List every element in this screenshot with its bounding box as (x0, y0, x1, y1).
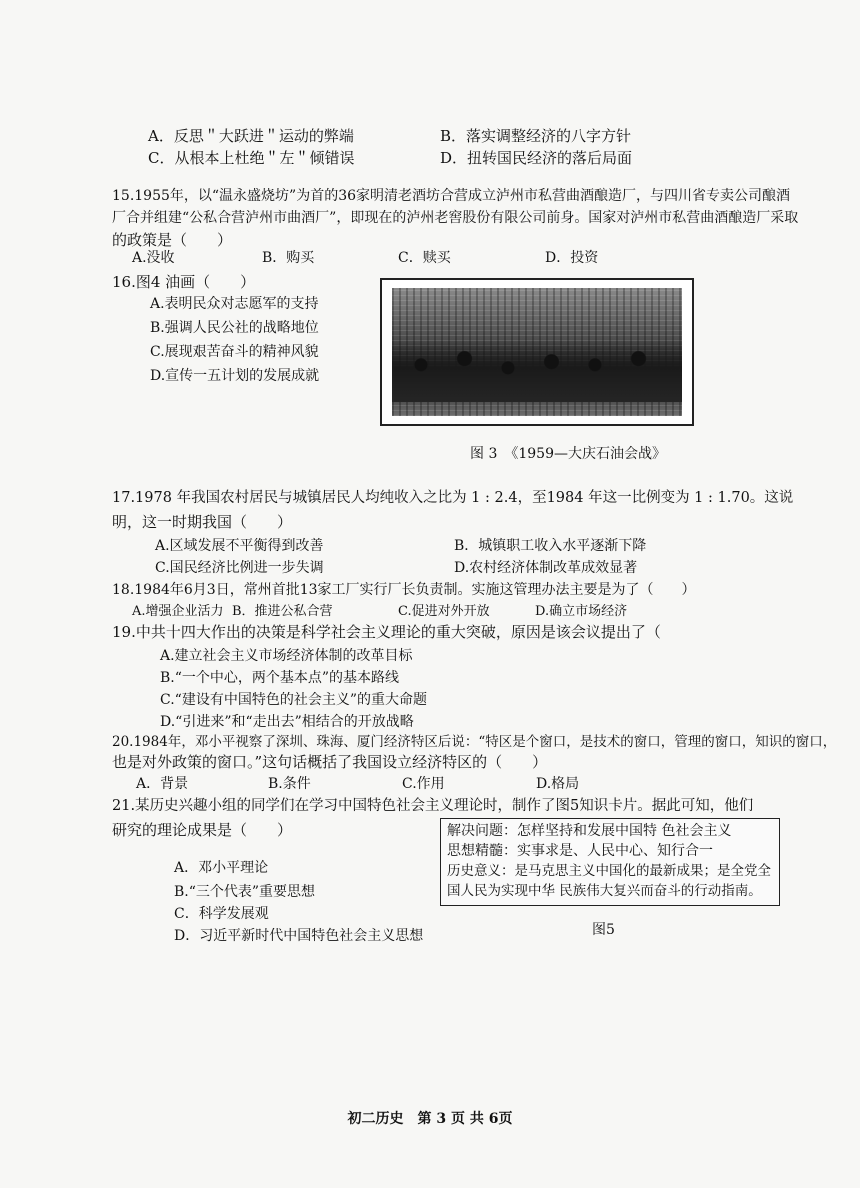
q20-option-a: A．背景 (136, 776, 189, 792)
q16-option-a: A.表明民众对志愿军的支持 (150, 296, 319, 312)
page-footer: 初二历史 第 3 页 共 6页 (347, 1111, 513, 1127)
q16-option-c: C.展现艰苦奋斗的精神风貌 (150, 344, 319, 360)
q21-option-c: C．科学发展观 (174, 906, 269, 922)
q16-option-d: D.宣传一五计划的发展成就 (150, 368, 320, 384)
q15-option-d: D．投资 (545, 250, 599, 266)
q15-stem-line1: 15.1955年，以“温永盛烧坊”为首的36家明清老酒坊合营成立泸州市私营曲酒酿造厂，与四川省专卖公司酿酒 (112, 188, 791, 204)
q18-option-a: A.增强企业活力 (132, 604, 224, 619)
q17-stem-line2: 明，这一时期我国（ ） (112, 513, 293, 531)
q20-stem-line1: 20.1984年，邓小平视察了深圳、珠海、厦门经济特区后说：“特区是个窗口，是技术的窗口，管理的窗口，知识的窗口， (112, 734, 837, 750)
q14-option-d: D．扭转国民经济的落后局面 (440, 149, 633, 167)
q20-stem-line2: 也是对外政策的窗口。”这句话概括了我国设立经济特区的（ ） (112, 753, 548, 771)
q17-option-a: A.区域发展不平衡得到改善 (155, 538, 324, 554)
knowledge-card (440, 818, 780, 906)
q18-stem: 18.1984年6月3日，常州首批13家工厂实行厂长负责制。实施这管理办法主要是为了（ ） (112, 582, 696, 598)
q21-option-b: B.“三个代表”重要思想 (174, 884, 316, 900)
q15-option-b: B．购买 (262, 250, 315, 266)
card-line-essence: 思想精髓：实事求是、人民中心、知行合一 (447, 843, 713, 859)
q21-stem-line1: 21.某历史兴趣小组的同学们在学习中国特色社会主义理论时，制作了图5知识卡片。据此可知，他们 (112, 798, 754, 814)
q15-stem-line3: 的政策是（ ） (112, 231, 233, 249)
q20-option-d: D.格局 (536, 776, 580, 792)
card-line-problem: 解决问题：怎样坚持和发展中国特 色社会主义 (447, 823, 732, 839)
q21-option-d: D．习近平新时代中国特色社会主义思想 (174, 928, 424, 944)
q19-stem: 19.中共十四大作出的决策是科学社会主义理论的重大突破，原因是该会议提出了（ (112, 623, 661, 641)
q19-option-c: C.“建设有中国特色的社会主义”的重大命题 (160, 692, 427, 708)
q21-option-a: A．邓小平理论 (174, 860, 269, 876)
card-line-significance-cont: 国人民为实现中华 民族伟大复兴而奋斗的行动指南。 (447, 883, 762, 899)
q15-stem-line2: 厂合并组建“公私合营泸州市曲酒厂”，即现在的泸州老窖股份有限公司前身。国家对泸州市私营曲酒酿造厂采取 (112, 210, 799, 226)
oil-painting-figure (380, 278, 694, 426)
q15-option-a: A.没收 (132, 250, 175, 266)
q16-stem: 16.图4 油画（ ） (112, 273, 256, 291)
q14-option-c: C．从根本上杜绝＂左＂倾错误 (148, 149, 355, 167)
q16-option-b: B.强调人民公社的战略地位 (150, 320, 319, 336)
figure3-caption: 图 3 《1959—大庆石油会战》 (470, 446, 666, 462)
q14-option-a: A．反思＂大跃进＂运动的弊端 (148, 127, 354, 145)
q20-option-b: B.条件 (268, 776, 311, 792)
card-line-significance: 历史意义：是马克思主义中国化的最新成果；是全党全 (447, 863, 771, 879)
q19-option-b: B.“一个中心，两个基本点”的基本路线 (160, 670, 400, 686)
q18-option-c: C.促进对外开放 (398, 604, 490, 619)
q15-option-c: C．赎买 (398, 250, 451, 266)
q17-option-d: D.农村经济体制改革成效显著 (454, 560, 638, 576)
figure5-label: 图5 (592, 922, 615, 938)
q21-stem-line2: 研究的理论成果是（ ） (112, 821, 293, 839)
oil-painting-image (392, 288, 682, 416)
q20-option-c: C.作用 (402, 776, 445, 792)
q14-option-b: B．落实调整经济的八字方针 (440, 127, 632, 145)
q19-option-a: A.建立社会主义市场经济体制的改革目标 (160, 648, 413, 664)
q17-stem-line1: 17.1978 年我国农村居民与城镇居民人均纯收入之比为 1 : 2.4，至1984 年这一比例变为 1 : 1.70。这说 (112, 490, 794, 506)
q18-option-d: D.确立市场经济 (535, 604, 628, 619)
q17-option-c: C.国民经济比例进一步失调 (155, 560, 324, 576)
q18-option-b: B．推进公私合营 (232, 604, 333, 619)
crowd-silhouette (392, 340, 682, 402)
q17-option-b: B．城镇职工收入水平逐渐下降 (454, 538, 647, 554)
q19-option-d: D.“引进来”和“走出去”相结合的开放战略 (160, 714, 414, 730)
